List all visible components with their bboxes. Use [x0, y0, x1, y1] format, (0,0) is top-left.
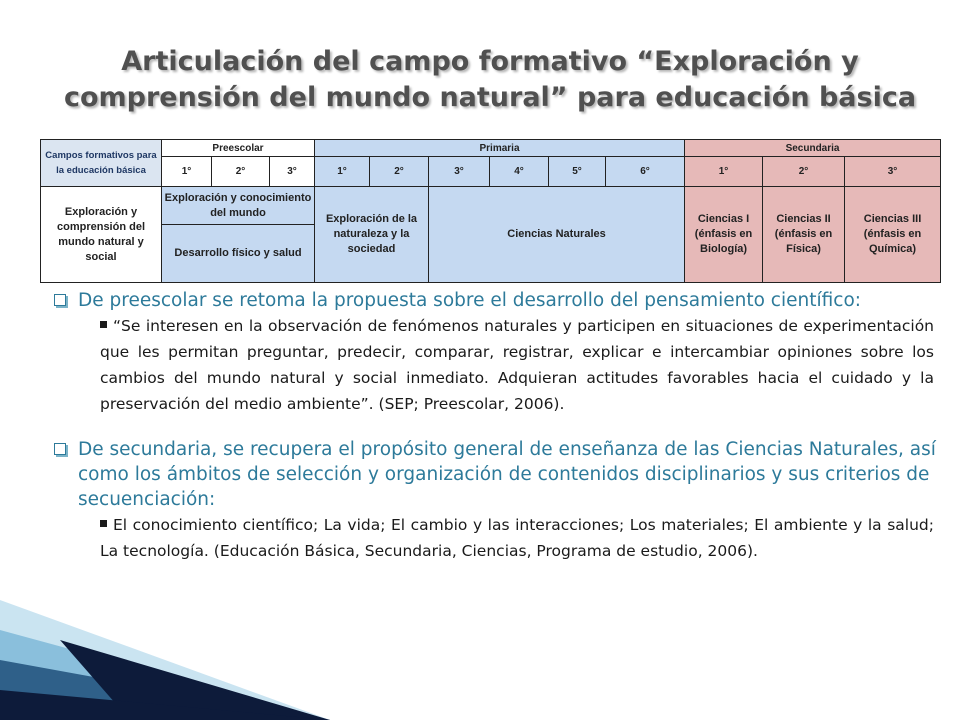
grade-sec-3: 3° — [845, 157, 941, 187]
heading-text-secundaria: De secundaria, se recupera el propósito general de enseñanza de las Ciencias Naturales, así como los ámbitos de selección y organización de contenidos disciplinarios y sus criterios de secuenciación: — [78, 439, 936, 510]
checkbox-bullet-icon — [54, 443, 66, 455]
slide-body — [52, 288, 940, 564]
section-heading-preescolar — [52, 288, 940, 313]
grade-pri-2: 2° — [370, 157, 429, 187]
cell-sec-ciencias-1: Ciencias I (énfasis en Biología) — [685, 187, 763, 283]
bullet-preescolar — [100, 313, 940, 417]
cell-pre-exploracion: Exploración y conocimiento del mundo — [162, 187, 315, 225]
title-line-2: comprensión del mundo natural” para educación básica — [63, 82, 917, 113]
decorative-ribbon — [0, 560, 330, 720]
row-label-exploracion: Exploración y comprensión del mundo natural y social — [41, 187, 162, 283]
section-heading-secundaria — [52, 437, 940, 512]
grade-sec-1: 1° — [685, 157, 763, 187]
cell-sec-ciencias-3: Ciencias III (énfasis en Química) — [845, 187, 941, 283]
grade-pre-1: 1° — [162, 157, 212, 187]
grade-pre-2: 2° — [212, 157, 270, 187]
bullet-text-preescolar: “Se interesen en la observación de fenómenos naturales y participen en situaciones de experimentación que les permitan preguntar, predecir, comparar, registrar, explicar e intercambiar opiniones sobre los cambios del mundo natural y social inmediato. Adquieran actitudes favorables hacia el cuidado y la preservación del medio ambiente”. (SEP; Preescolar, 2006). — [100, 317, 934, 413]
cell-pre-desarrollo: Desarrollo físico y salud — [162, 225, 315, 283]
level-preescolar: Preescolar — [162, 140, 315, 157]
heading-text-preescolar: De preescolar se retoma la propuesta sobre el desarrollo del pensamiento científico: — [78, 290, 861, 311]
grade-pri-1: 1° — [315, 157, 370, 187]
level-primaria: Primaria — [315, 140, 685, 157]
grade-pre-3: 3° — [270, 157, 315, 187]
checkbox-bullet-icon — [54, 294, 66, 306]
bullet-text-secundaria: El conocimiento científico; La vida; El cambio y las interacciones; Los materiales; El ambiente y la salud; La tecnología. (Educación Básica, Secundaria, Ciencias, Programa de estudio, 2006). — [100, 516, 934, 560]
cell-pri-exploracion-naturaleza: Exploración de la naturaleza y la sociedad — [315, 187, 429, 283]
title-line-1: Articulación del campo formativo “Exploración y — [121, 46, 859, 77]
bullet-secundaria — [100, 512, 940, 564]
grade-pri-4: 4° — [490, 157, 549, 187]
square-bullet-icon — [100, 520, 107, 527]
grade-pri-3: 3° — [429, 157, 490, 187]
square-bullet-icon — [100, 321, 107, 328]
campos-header: Campos formativos para la educación básica — [41, 140, 162, 187]
level-secundaria: Secundaria — [685, 140, 941, 157]
cell-sec-ciencias-2: Ciencias II (énfasis en Física) — [763, 187, 845, 283]
slide-title — [40, 44, 940, 116]
grade-pri-6: 6° — [606, 157, 685, 187]
grade-sec-2: 2° — [763, 157, 845, 187]
grade-pri-5: 5° — [549, 157, 606, 187]
cell-pri-ciencias-naturales: Ciencias Naturales — [429, 187, 685, 283]
articulation-table — [40, 139, 941, 283]
